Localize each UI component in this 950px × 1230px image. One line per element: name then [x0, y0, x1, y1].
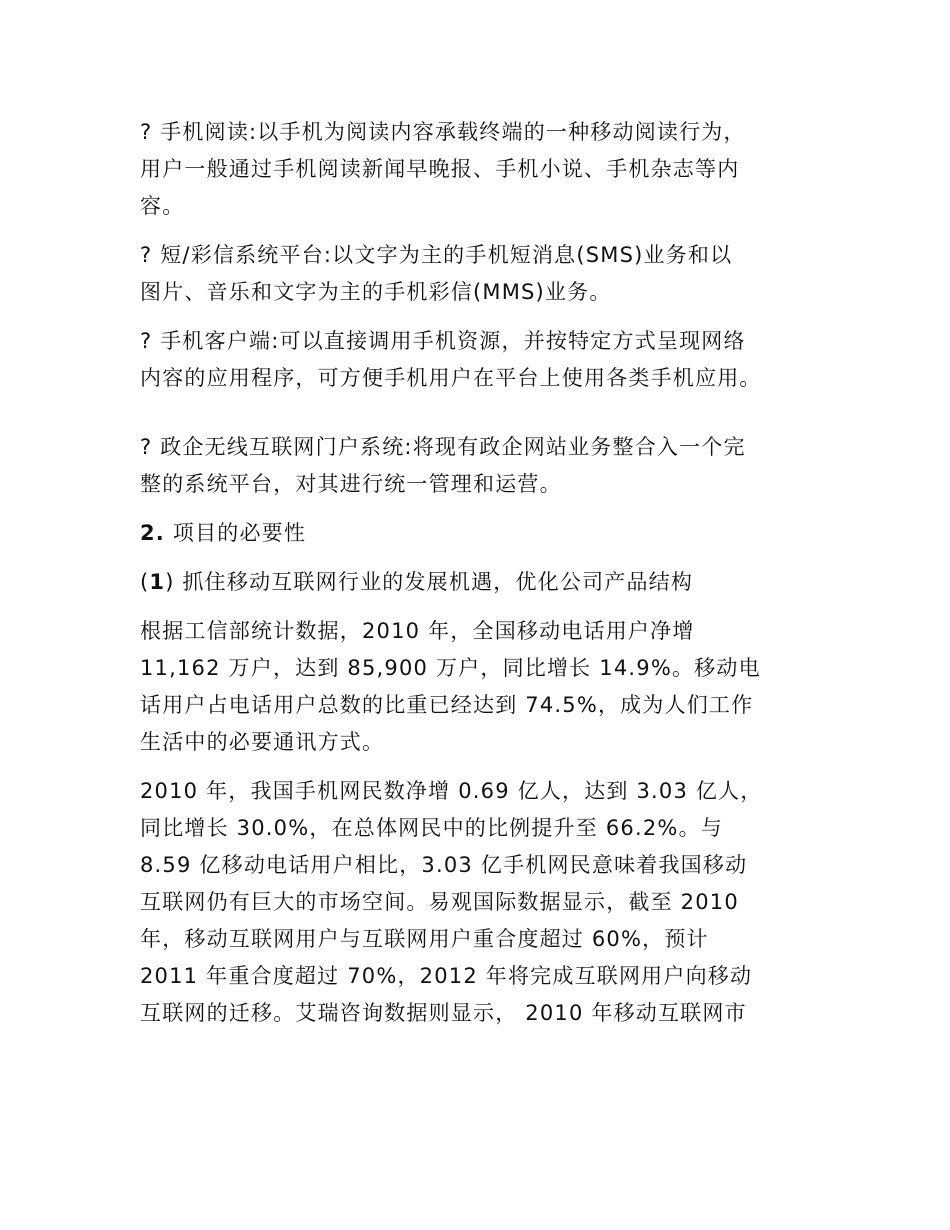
text-line: 8.59 亿移动电话用户相比，3.03 亿手机网民意味着我国移动: [140, 853, 748, 877]
bullet-sms-mms-platform: [140, 237, 812, 311]
text-line: 容。: [140, 194, 185, 218]
paragraph-mobile-users: [140, 613, 812, 761]
text-line: 用户一般通过手机阅读新闻早晚报、手机小说、手机杂志等内: [140, 157, 740, 181]
bullet-enterprise-portal: [140, 429, 812, 503]
text-line: 整的系统平台，对其进行统一管理和运营。: [140, 472, 562, 496]
document-body: [140, 114, 812, 1044]
text-line: ? 手机客户端:可以直接调用手机资源，并按特定方式呈现网络: [140, 329, 746, 353]
text-line: 图片、音乐和文字为主的手机彩信(MMS)业务。: [140, 280, 612, 304]
subsection-heading: [140, 564, 812, 601]
section-number: 2.: [140, 521, 165, 545]
text-line: ? 手机阅读:以手机为阅读内容承载终端的一种移动阅读行为，: [140, 120, 746, 144]
text-line: 年，移动互联网用户与互联网用户重合度超过 60%，预计: [140, 927, 709, 951]
text-line: 生活中的必要通讯方式。: [140, 730, 385, 754]
text-line: 11,162 万户，达到 85,900 万户，同比增长 14.9%。移动电: [140, 656, 761, 680]
text-line: 根据工信部统计数据，2010 年，全国移动电话用户净增: [140, 619, 695, 643]
text-line: 内容的应用程序，可方便手机用户在平台上使用各类手机应用。: [140, 366, 762, 390]
text-line: 同比增长 30.0%，在总体网民中的比例提升至 66.2%。与: [140, 816, 723, 840]
section-title: 项目的必要性: [165, 521, 307, 545]
text-line: ? 短/彩信系统平台:以文字为主的手机短消息(SMS)业务和以: [140, 243, 733, 267]
text-line: 话用户占电话用户总数的比重已经达到 74.5%，成为人们工作: [140, 693, 754, 717]
text-line: 互联网的迁移。艾瑞咨询数据则显示， 2010 年移动互联网市: [140, 1001, 747, 1025]
text-line: ? 政企无线互联网门户系统:将现有政企网站业务整合入一个完: [140, 435, 746, 459]
text-line: 2011 年重合度超过 70%，2012 年将完成互联网用户向移动: [140, 964, 753, 988]
paragraph-mobile-internet: [140, 773, 812, 1032]
bullet-mobile-client: [140, 323, 812, 397]
subsection-title: ) 抓住移动互联网行业的发展机遇，优化公司产品结构: [165, 570, 694, 594]
text-line: 互联网仍有巨大的市场空间。易观国际数据显示，截至 2010: [140, 890, 739, 914]
text-line: 2010 年，我国手机网民数净增 0.69 亿人，达到 3.03 亿人，: [140, 779, 763, 803]
bullet-mobile-reading: [140, 114, 812, 225]
subsection-open: (: [140, 570, 150, 594]
section-heading: [140, 515, 812, 552]
subsection-number: 1: [149, 570, 166, 594]
